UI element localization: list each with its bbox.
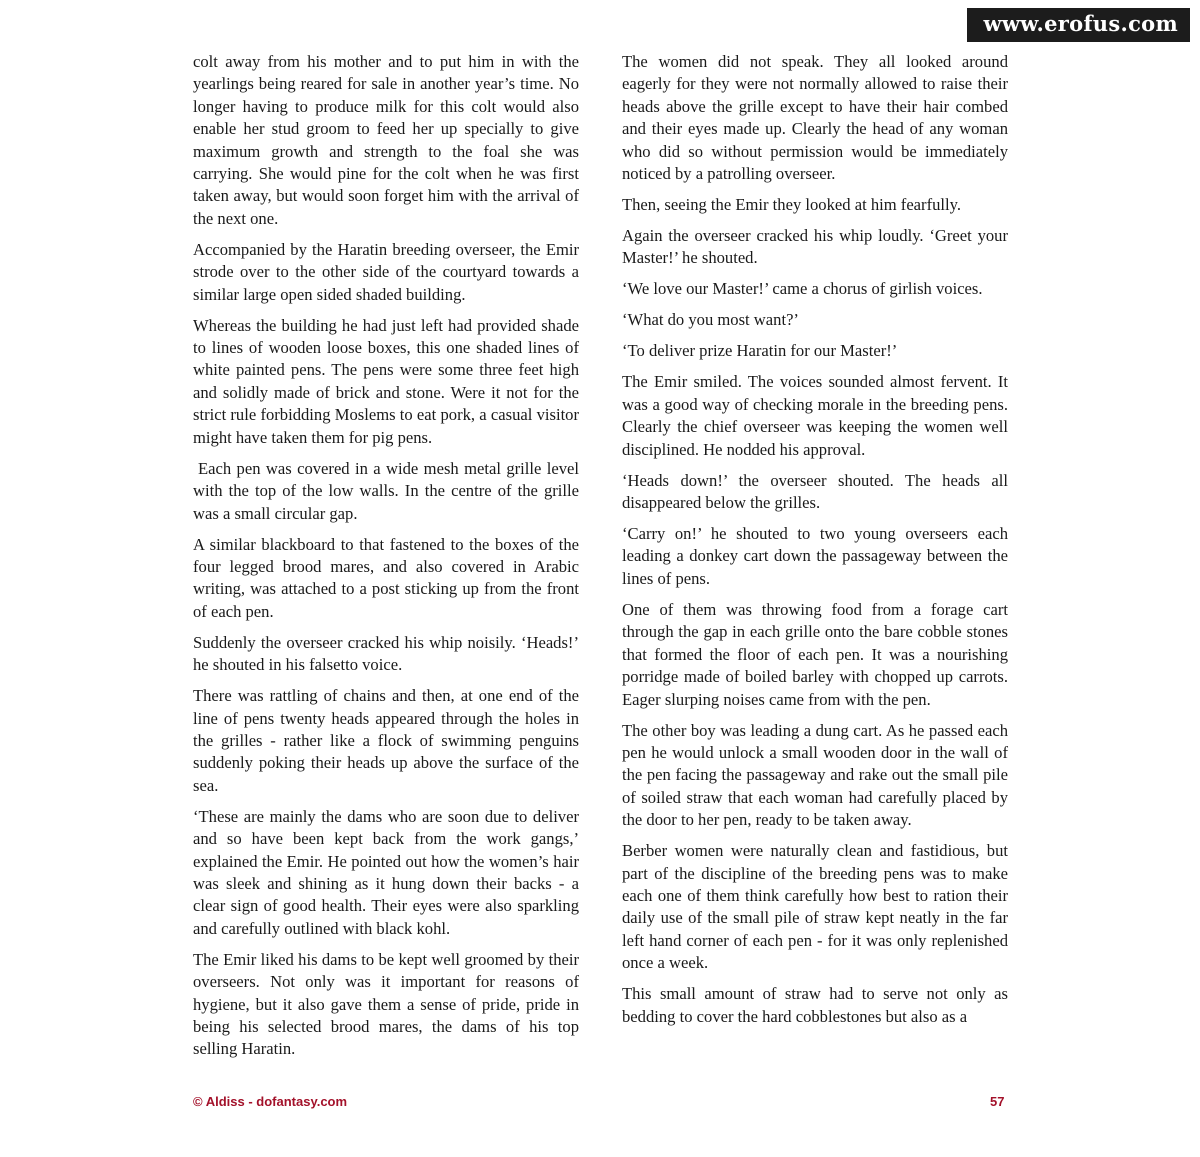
paragraph: The other boy was leading a dung cart. As he passed each pen he would unlock a small wooden door in the wall of the pen facing the passageway and rake out the small pile of soiled straw that each woman had carefully placed by the door to her pen, ready to be taken away. (622, 720, 1008, 830)
paragraph: Each pen was covered in a wide mesh metal grille level with the top of the low walls. In the centre of the grille was a small circular gap. (193, 458, 579, 523)
watermark: www.erofus.com (967, 8, 1190, 42)
paragraph: Whereas the building he had just left had provided shade to lines of wooden loose boxes, this one shaded lines of white painted pens. The pens were some three feet high and solidly made of brick and stone. Were it not for the strict rule forbidding Moslems to eat pork, a casual visitor might have taken them for pig pens. (193, 315, 579, 447)
paragraph: ‘These are mainly the dams who are soon due to deliver and so have been kept back from the work gangs,’ explained the Emir. He pointed out how the women’s hair was sleek and shining as it hung down their backs - a clear sign of good health. Their eyes were also sparkling and carefully outlined with black kohl. (193, 806, 579, 938)
left-column (193, 51, 579, 1069)
paragraph: This small amount of straw had to serve not only as bedding to cover the hard cobblestones but also as a (622, 984, 1008, 1026)
paragraph: Berber women were naturally clean and fastidious, but part of the discipline of the breeding pens was to make each one of them think carefully how best to ration their daily use of the small pile of straw kept neatly in the far left hand corner of each pen - for it was only replenished once a week. (622, 841, 1008, 973)
paragraph: One of them was throwing food from a forage cart through the gap in each grille onto the bare cobble stones that formed the floor of each pen. It was a nourishing porridge made of boiled barley with chopped up carrots. Eager slurping noises came from with the pen. (622, 599, 1008, 709)
paragraph: colt away from his mother and to put him in with the yearlings being reared for sale in another year’s time. No longer having to produce milk for this colt would also enable her stud groom to feed her up specially to give maximum growth and strength to the foal she was carrying. She would pine for the colt when he was first taken away, but would soon forget him with the arrival of the next one. (193, 52, 579, 228)
paragraph: A similar blackboard to that fastened to the boxes of the four legged brood mares, and also covered in Arabic writing, was attached to a post sticking up from the front of each pen. (193, 534, 579, 621)
paragraph: The Emir liked his dams to be kept well groomed by their overseers. Not only was it important for reasons of hygiene, but it also gave them a sense of pride, pride in being his selected brood mares, the dams of his top selling Haratin. (193, 949, 579, 1059)
paragraph: ‘To deliver prize Haratin for our Master!’ (622, 341, 898, 361)
paragraph: The women did not speak. They all looked around eagerly for they were not normally allowed to raise their heads above the grille except to have their hair combed and their eyes made up. Clearly the head of any woman who did so without permission would be immediately noticed by a patrolling overseer. (622, 52, 1008, 184)
paragraph: ‘Carry on!’ he shouted to two young overseers each leading a donkey cart down the passageway between the lines of pens. (622, 524, 1008, 588)
paragraph: Again the overseer cracked his whip loudly. ‘Greet your Master!’ he shouted. (622, 226, 1008, 268)
paragraph: There was rattling of chains and then, at one end of the line of pens twenty heads appeared through the holes in the grilles - rather like a flock of swimming penguins suddenly poking their heads up above the surface of the sea. (193, 686, 579, 795)
paragraph: ‘Heads down!’ the overseer shouted. The heads all disappeared below the grilles. (622, 470, 1008, 513)
right-column (622, 51, 1008, 1037)
footer-credit: © Aldiss - dofantasy.com (193, 1094, 348, 1109)
page-number: 57 (990, 1094, 1005, 1109)
paragraph: Suddenly the overseer cracked his whip noisily. ‘Heads!’ he shouted in his falsetto voice. (193, 632, 579, 675)
paragraph: ‘What do you most want?’ (622, 310, 799, 330)
paragraph: The Emir smiled. The voices sounded almost fervent. It was a good way of checking morale in the breeding pens. Clearly the chief overseer was keeping the women well disciplined. He nodded his approval. (622, 372, 1008, 459)
paragraph: Accompanied by the Haratin breeding overseer, the Emir strode over to the other side of the courtyard towards a similar large open sided shaded building. (193, 239, 579, 304)
paragraph: ‘We love our Master!’ came a chorus of girlish voices. (622, 279, 983, 299)
paragraph: Then, seeing the Emir they looked at him fearfully. (622, 195, 961, 215)
